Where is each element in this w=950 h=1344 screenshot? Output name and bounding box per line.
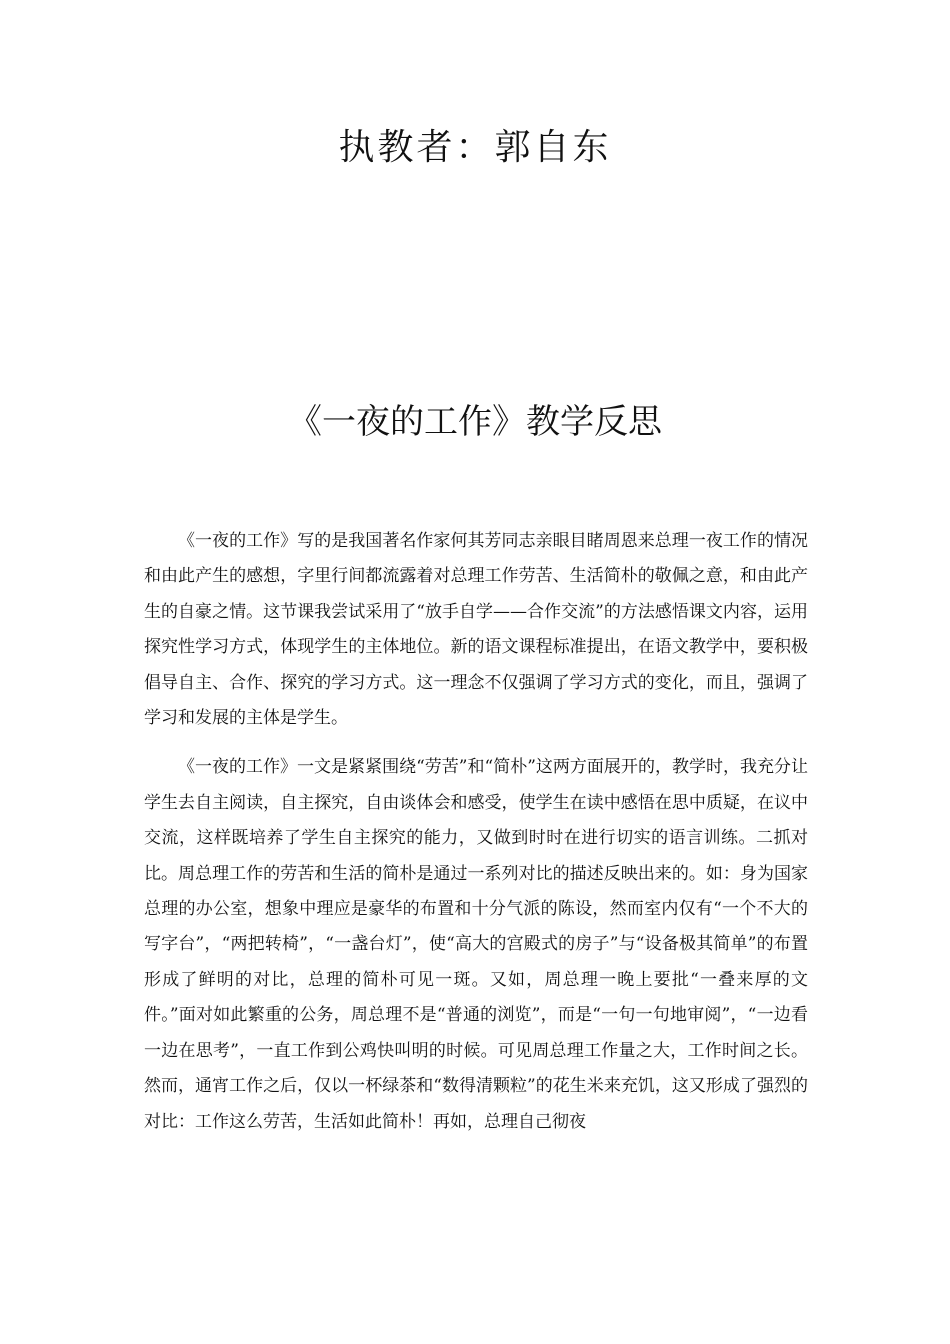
document-body: [144, 524, 808, 1154]
document-title: 《一夜的工作》教学反思: [288, 402, 662, 442]
paragraph-1: 《一夜的工作》写的是我国著名作家何其芳同志亲眼目睹周恩来总理一夜工作的情况和由此产生的感想，字里行间都流露着对总理工作劳苦、生活简朴的敬佩之意，和由此产生的自豪之情。这节课我尝试采用了“放手自学——合作交流”的方法感悟课文内容，运用探究性学习方式，体现学生的主体地位。新的语文课程标准提出，在语文教学中，要积极倡导自主、合作、探究的学习方式。这一理念不仅强调了学习方式的变化，而且，强调了学习和发展的主体是学生。: [144, 531, 808, 729]
author-line: 执教者：郭自东: [338, 127, 612, 168]
paragraph-2: 《一夜的工作》一文是紧紧围绕“劳苦”和“简朴”这两方面展开的，教学时，我充分让学生去自主阅读，自主探究，自由谈体会和感受，使学生在读中感悟在思中质疑，在议中交流，这样既培养了学生自主探究的能力，又做到时时在进行切实的语言训练。二抓对比。周总理工作的劳苦和生活的简朴是通过一系列对比的描述反映出来的。如：身为国家总理的办公室，想象中理应是豪华的布置和十分气派的陈设，然而室内仅有“一个不大的写字台”，“两把转椅”，“一盏台灯”，使“高大的宫殿式的房子”与“设备极其简单”的布置形成了鲜明的对比，总理的简朴可见一斑。又如，周总理一晚上要批“一叠来厚的文件。”面对如此繁重的公务，周总理不是“普通的浏览”，而是“一句一句地审阅”，“一边看一边在思考”，一直工作到公鸡快叫明的时候。可见周总理工作量之大，工作时间之长。然而，通宵工作之后，仅以一杯绿茶和“数得清颗粒”的花生米来充饥，这又形成了强烈的对比：工作这么劳苦，生活如此简朴！再如，总理自己彻夜: [144, 757, 808, 1132]
